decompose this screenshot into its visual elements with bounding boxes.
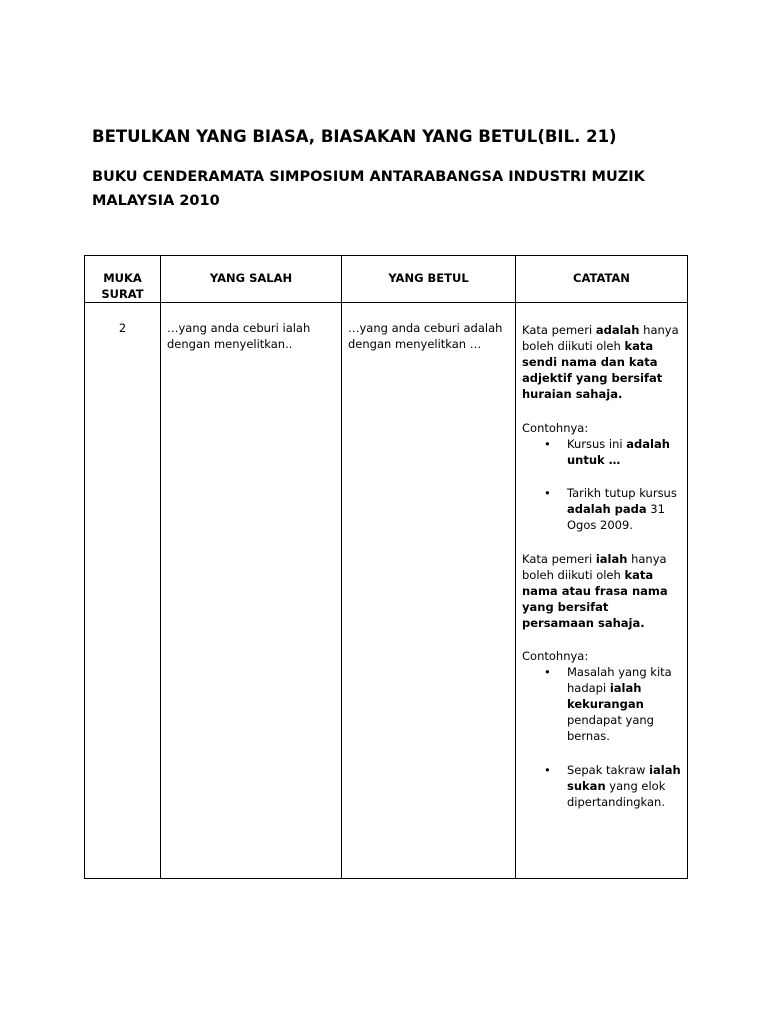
list-item (522, 762, 681, 810)
correction-table (84, 255, 688, 879)
bullet-icon: • (544, 665, 551, 680)
notes-text: Masalah yang kita hadapi (567, 665, 672, 696)
header-incorrect: YANG SALAH (161, 256, 342, 303)
cell-page-number: 2 (85, 303, 161, 879)
notes-emphasis: ialah (595, 551, 628, 566)
bullet-icon: • (544, 436, 551, 451)
header-page-number: MUKA SURAT (85, 256, 161, 303)
header-notes: CATATAN (516, 256, 688, 303)
notes-text: hanya boleh diikuti oleh (522, 323, 679, 353)
header-correct: YANG BETUL (342, 256, 516, 303)
notes-paragraph-adalah (522, 322, 681, 402)
list-spacer (522, 468, 681, 486)
cell-incorrect: …yang anda ceburi ialah dengan menyelitkan.. (161, 303, 342, 879)
list-item (522, 436, 681, 468)
notes-text: Kursus ini (567, 436, 627, 451)
notes-text: Tarikh tutup kursus (567, 486, 677, 501)
examples-list-ialah (522, 664, 681, 810)
cell-notes (516, 303, 688, 879)
notes-text: pendapat yang bernas. (567, 713, 654, 744)
notes-emphasis: ialah sukan (567, 762, 681, 793)
notes-text: 31 Ogos 2009. (567, 502, 665, 533)
notes-emphasis: adalah pada (567, 502, 647, 517)
notes-emphasis: adalah (595, 323, 640, 337)
list-item (522, 485, 681, 533)
notes-paragraph-ialah (522, 551, 681, 631)
examples-label: Contohnya: (522, 420, 589, 435)
document-subtitle: BUKU CENDERAMATA SIMPOSIUM ANTARABANGSA INDUSTRI MUZIK MALAYSIA 2010 (92, 169, 645, 209)
table-row (85, 303, 688, 879)
list-item (522, 664, 681, 744)
document-title: BETULKAN YANG BIASA, BIASAKAN YANG BETUL(BIL. 21) (92, 127, 617, 146)
list-spacer (522, 744, 681, 762)
bullet-icon: • (544, 762, 551, 777)
notes-emphasis: kata nama atau frasa nama yang bersifat persamaan sahaja. (522, 567, 668, 630)
notes-text: Sepak takraw (567, 762, 650, 777)
notes-text: yang elok dipertandingkan. (567, 778, 666, 809)
notes-emphasis: kata sendi nama dan kata adjektif yang bersifat huraian sahaja. (522, 339, 663, 401)
notes-emphasis: ialah kekurangan (567, 681, 644, 712)
examples-list-adalah (522, 436, 681, 534)
table-header-row (85, 256, 688, 303)
cell-correct: …yang anda ceburi adalah dengan menyelitkan … (342, 303, 516, 879)
examples-label: Contohnya: (522, 649, 589, 664)
bullet-icon: • (544, 486, 551, 501)
notes-text: Kata pemeri (522, 551, 596, 566)
notes-text: hanya boleh diikuti oleh (522, 551, 667, 582)
notes-text: Kata pemeri (522, 323, 596, 337)
notes-emphasis: adalah untuk … (567, 436, 670, 467)
